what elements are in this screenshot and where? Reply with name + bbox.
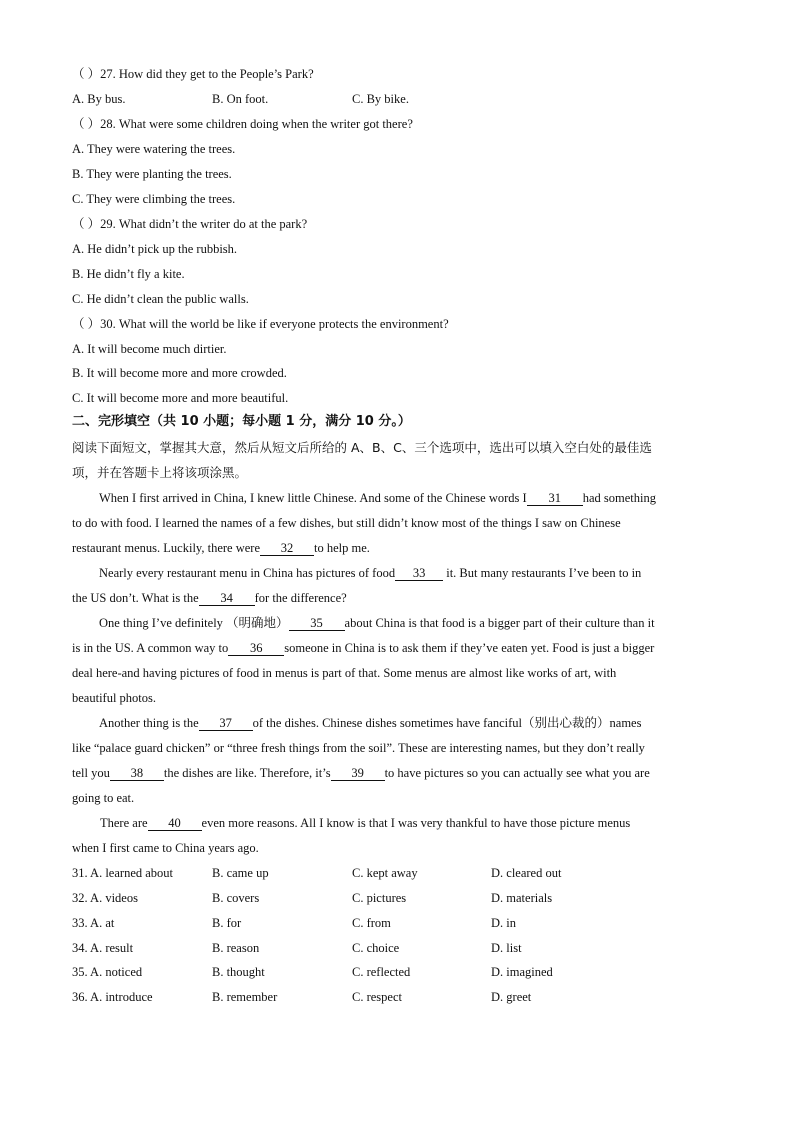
option-32-b: B. covers bbox=[212, 891, 260, 905]
question-28-option-c: C. They were climbing the trees. bbox=[72, 192, 236, 206]
option-34-a: 34. A. result bbox=[72, 941, 134, 955]
option-31-b: B. came up bbox=[212, 866, 269, 880]
option-32-c: C. pictures bbox=[352, 891, 407, 905]
blank-40: 40 bbox=[148, 816, 202, 831]
passage-p1-line-3: restaurant menus. Luckily, there were 32 to help me. bbox=[72, 541, 370, 555]
option-31-c: C. kept away bbox=[352, 866, 418, 880]
question-27-option-c: C. By bike. bbox=[352, 92, 409, 106]
passage-p4-line-4: going to eat. bbox=[72, 791, 135, 805]
passage-p4-line-2: like “palace guard chicken” or “three fresh things from the soil”. These are interesting names, but they don’t really bbox=[72, 741, 645, 755]
blank-37: 37 bbox=[199, 716, 253, 731]
option-34-c: C. choice bbox=[352, 941, 400, 955]
option-32-d: D. materials bbox=[491, 891, 553, 905]
passage-p3-line-2: is in the US. A common way to 36 someone in China is to ask them if they’ve eaten yet. Food is just a bigger bbox=[72, 641, 655, 655]
blank-35: 35 bbox=[289, 616, 345, 631]
blank-38: 38 bbox=[110, 766, 164, 781]
passage-p3-line-1: One thing I’ve definitely （明确地） 35 about China is that food is a bigger part of their culture than it bbox=[99, 616, 655, 630]
option-35-d: D. imagined bbox=[491, 965, 553, 979]
blank-36: 36 bbox=[228, 641, 284, 656]
passage-p5-line-2: when I first came to China years ago. bbox=[72, 841, 259, 855]
option-31-a: 31. A. learned about bbox=[72, 866, 174, 880]
section-2-heading: 二、完形填空（共 10 小题；每小题 1 分，满分 10 分。） bbox=[72, 414, 411, 429]
option-33-a: 33. A. at bbox=[72, 916, 115, 930]
passage-p2-line-2: the US don’t. What is the 34 for the difference? bbox=[72, 591, 347, 605]
passage-p4-line-1: Another thing is the 37 of the dishes. Chinese dishes sometimes have fanciful（别出心裁的）names bbox=[99, 716, 642, 730]
question-28-option-a: A. They were watering the trees. bbox=[72, 142, 236, 156]
option-35-a: 35. A. noticed bbox=[72, 965, 143, 979]
blank-34: 34 bbox=[199, 591, 255, 606]
option-31-d: D. cleared out bbox=[491, 866, 562, 880]
question-28-option-b: B. They were planting the trees. bbox=[72, 167, 232, 181]
option-33-c: C. from bbox=[352, 916, 391, 930]
passage-p1-line-1: When I first arrived in China, I knew little Chinese. And some of the Chinese words I 31 had something bbox=[99, 491, 656, 505]
option-33-d: D. in bbox=[491, 916, 516, 930]
question-30-stem: （ ）30. What will the world be like if everyone protects the environment? bbox=[72, 317, 449, 331]
option-36-b: B. remember bbox=[212, 990, 278, 1004]
blank-32: 32 bbox=[260, 541, 314, 556]
question-29-option-b: B. He didn’t fly a kite. bbox=[72, 267, 185, 281]
question-29-option-a: A. He didn’t pick up the rubbish. bbox=[72, 242, 238, 256]
question-29-option-c: C. He didn’t clean the public walls. bbox=[72, 292, 249, 306]
option-35-c: C. reflected bbox=[352, 965, 411, 979]
question-29-stem: （ ）29. What didn’t the writer do at the park? bbox=[72, 217, 308, 231]
question-27-option-a: A. By bus. bbox=[72, 92, 126, 106]
passage-p3-line-4: beautiful photos. bbox=[72, 691, 157, 705]
blank-31: 31 bbox=[527, 491, 583, 506]
option-33-b: B. for bbox=[212, 916, 242, 930]
option-34-b: B. reason bbox=[212, 941, 260, 955]
passage-p5-line-1: There are 40 even more reasons. All I know is that I was very thankful to have those picture menus bbox=[100, 816, 631, 830]
option-34-d: D. list bbox=[491, 941, 522, 955]
passage-p4-line-3: tell you 38 the dishes are like. Therefore, it’s 39 to have pictures so you can actually see what you are bbox=[72, 766, 650, 780]
blank-33: 33 bbox=[395, 566, 443, 581]
question-30-option-a: A. It will become much dirtier. bbox=[72, 342, 227, 356]
passage-p1-line-2: to do with food. I learned the names of a few dishes, but still didn’t know most of the things I saw on Chinese bbox=[72, 516, 621, 530]
section-2-instruction-line-2: 项，并在答题卡上将该项涂黑。 bbox=[72, 465, 248, 480]
option-35-b: B. thought bbox=[212, 965, 265, 979]
passage-p2-line-1: Nearly every restaurant menu in China has pictures of food 33 it. But many restaurants I’ve been to in bbox=[99, 566, 642, 580]
question-27-stem: （ ）27. How did they get to the People’s Park? bbox=[72, 67, 314, 81]
question-30-option-c: C. It will become more and more beautiful. bbox=[72, 391, 289, 405]
question-30-option-b: B. It will become more and more crowded. bbox=[72, 366, 287, 380]
passage-p3-line-3: deal here-and having pictures of food in menus is part of that. Some menus are almost like works of art, with bbox=[72, 666, 617, 680]
option-36-d: D. greet bbox=[491, 990, 532, 1004]
option-36-c: C. respect bbox=[352, 990, 402, 1004]
option-32-a: 32. A. videos bbox=[72, 891, 138, 905]
question-27-option-b: B. On foot. bbox=[212, 92, 269, 106]
option-36-a: 36. A. introduce bbox=[72, 990, 153, 1004]
blank-39: 39 bbox=[331, 766, 385, 781]
question-28-stem: （ ）28. What were some children doing when the writer got there? bbox=[72, 117, 413, 131]
section-2-instruction-line-1: 阅读下面短文，掌握其大意，然后从短文后所给的 A、B、C、三个选项中，选出可以填入空白处的最佳选 bbox=[72, 440, 652, 455]
